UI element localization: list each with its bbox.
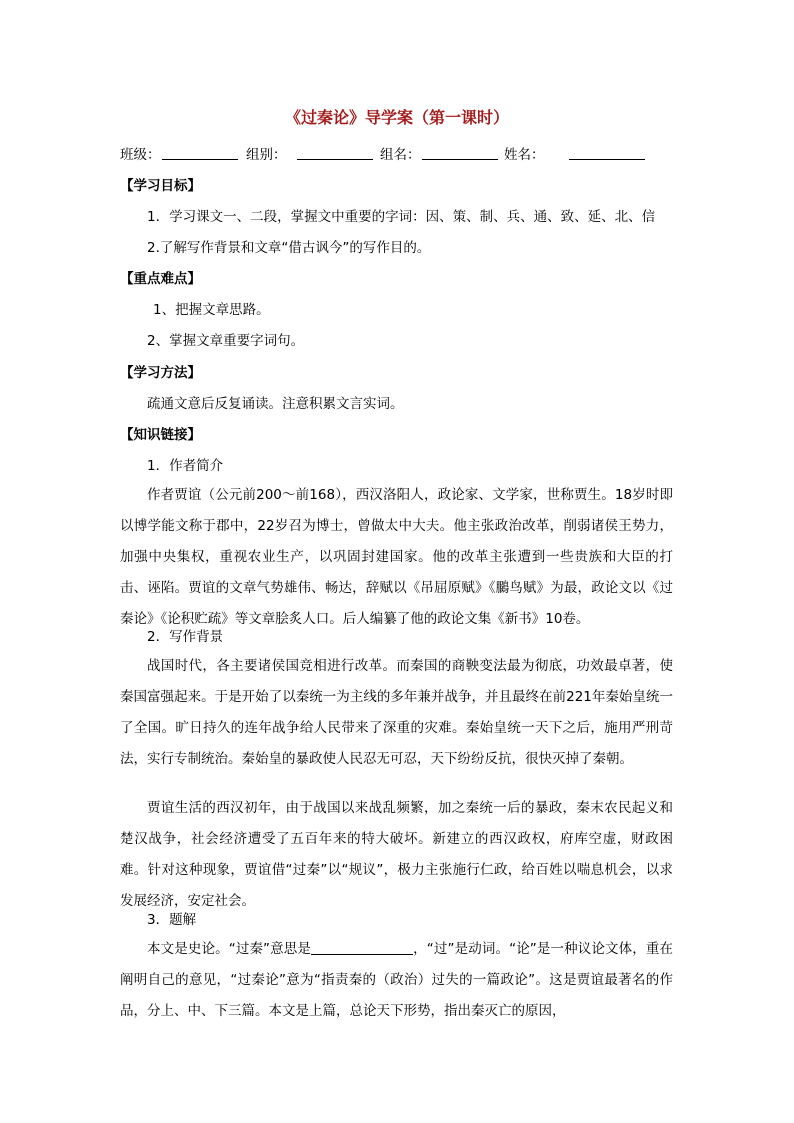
group-name-blank (422, 145, 498, 160)
background-paragraph-2: 贾谊生活的西汉初年，由于战国以来战乱频繁，加之秦统一后的暴政，秦末农民起义和楚汉战争，社会经济遭受了五百年来的特大破坏。新建立的西汉政权，府库空虚，财政困难。针对这种现象，贾谊借“过秦”以“规议”，极力主张施行仁政，给百姓以喘息机会，以求发展经济，安定社会。 (120, 800, 673, 909)
author-intro-heading: 1．作者简介 (147, 458, 224, 474)
name-label: 姓名： (504, 147, 545, 163)
background-heading: 2．写作背景 (147, 629, 224, 645)
author-intro-paragraph: 作者贾谊（公元前200～前168），西汉洛阳人，政论家、文学家，世称贾生。18岁时即以博学能文称于郡中，22岁召为博士，曾做太中大夫。他主张政治改革，削弱诸侯王势力，加强中央集权，重视农业生产，以巩固封建国家。他的改革主张遭到一些贵族和大臣的打击、诬陷。贾谊的文章气势雄伟、畅达，辞赋以《吊屈原赋》《鵩鸟赋》为最，政论文以《过秦论》《论积贮疏》等文章脍炙人口。后人编纂了他的政论文集《新书》10卷。 (120, 487, 673, 627)
title-explanation-text-2: ，“过”是动词。“论”是一种议论文体，重在阐明自己的意见，“过秦论”意为“指责秦的（政治）过失的一篇政论”。这是贾谊最著名的作品，分上、中、下三篇。本文是上篇，总论天下形势，指出秦灭亡的原因， (120, 941, 673, 1019)
title-explanation-text-1: 本文是史论。“过秦”意思是 (147, 941, 312, 957)
name-blank (569, 145, 645, 160)
title-explanation-paragraph (120, 934, 673, 1027)
key-points-item-1: 1、把握文章思路。 (153, 302, 270, 318)
page-title: 《过秦论》导学案（第一课时） (284, 108, 509, 127)
group-name-label: 组名： (380, 147, 421, 163)
method-text: 疏通文意后反复诵读。注意积累文言实词。 (147, 396, 404, 412)
group-label: 组别： (246, 147, 287, 163)
method-heading: 【学习方法】 (120, 365, 201, 381)
goals-heading: 【学习目标】 (120, 178, 201, 194)
background-paragraph-1: 战国时代，各主要诸侯国竞相进行改革。而秦国的商鞅变法最为彻底，功效最卓著，使秦国富强起来。于是开始了以秦统一为主线的多年兼并战争，并且最终在前221年秦始皇统一了全国。旷日持久的连年战争给人民带来了深重的灾难。秦始皇统一天下之后，施用严刑苛法，实行专制统治。秦始皇的暴政使人民忍无可忍，天下纷纷反抗，很快灭掉了秦朝。 (120, 658, 673, 767)
key-points-heading: 【重点难点】 (120, 271, 201, 287)
fill-in-blank (311, 940, 413, 955)
group-blank (297, 145, 373, 160)
class-label: 班级： (120, 147, 161, 163)
class-blank (162, 145, 238, 160)
knowledge-heading: 【知识链接】 (120, 427, 201, 443)
key-points-item-2: 2、掌握文章重要字词句。 (147, 333, 305, 349)
title-explanation-heading: 3．题解 (147, 912, 197, 928)
goals-item-2: 2.了解写作背景和文章“借古讽今”的写作目的。 (147, 240, 431, 256)
goals-item-1: 1．学习课文一、二段，掌握文中重要的字词：因、策、制、兵、通、致、延、北、信 (147, 209, 656, 225)
